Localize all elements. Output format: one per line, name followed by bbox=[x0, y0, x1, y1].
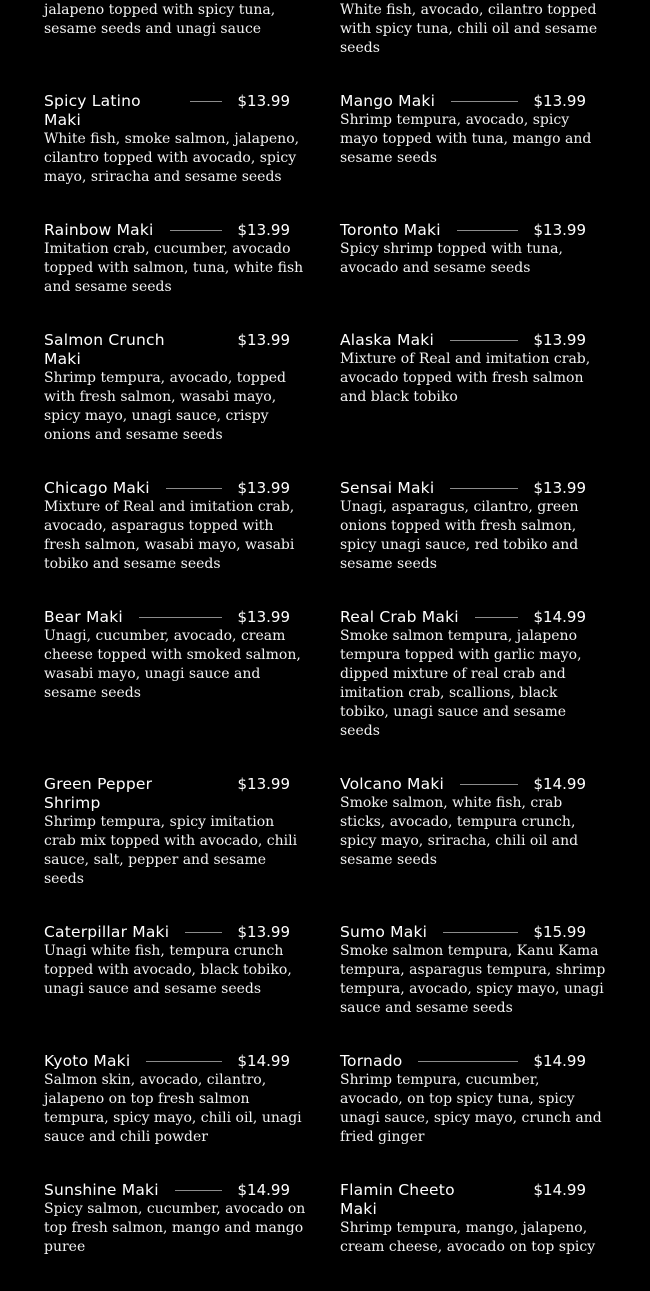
menu-item-name: Sensai Maki bbox=[340, 479, 435, 497]
menu-item bbox=[340, 0, 606, 92]
menu-item-price: $14.99 bbox=[237, 1052, 290, 1070]
menu-item-price: $14.99 bbox=[533, 1052, 586, 1070]
menu-item bbox=[44, 221, 310, 331]
menu-item bbox=[44, 0, 310, 92]
menu-item-description: Shrimp tempura, mango, jalapeno, cream cheese, avocado on top spicy bbox=[340, 1220, 596, 1255]
menu-item-price: $13.99 bbox=[237, 479, 290, 497]
menu-item-name: Green Pepper Shrimp bbox=[44, 775, 153, 812]
menu-item-header bbox=[340, 479, 606, 498]
menu-item bbox=[44, 1181, 310, 1291]
menu-item-header bbox=[44, 92, 310, 130]
menu-item-description: Shrimp tempura, cucumber, avocado, on top spicy tuna, spicy unagi sauce, spicy mayo, crunch and fried ginger bbox=[340, 1072, 602, 1145]
menu-item-name: Sumo Maki bbox=[340, 923, 428, 941]
menu-item-name: Chicago Maki bbox=[44, 479, 150, 497]
menu-item-description: Salmon skin, avocado, cilantro, jalapeno on top fresh salmon tempura, spicy mayo, chili oil, unagi sauce and chili powder bbox=[44, 1072, 302, 1145]
menu-item-description: Unagi, asparagus, cilantro, green onions topped with fresh salmon, spicy unagi sauce, red tobiko and sesame seeds bbox=[340, 499, 579, 572]
menu-item-price: $13.99 bbox=[237, 923, 290, 941]
menu-item-name: Tornado bbox=[340, 1052, 403, 1070]
menu-item-name: Alaska Maki bbox=[340, 331, 434, 349]
menu-item-name: Bear Maki bbox=[44, 608, 123, 626]
menu-grid bbox=[44, 0, 624, 1291]
menu-item bbox=[340, 1052, 606, 1181]
menu-item-header bbox=[44, 479, 310, 498]
menu-item-divider bbox=[451, 101, 517, 102]
menu-item-divider bbox=[443, 932, 517, 933]
menu-item bbox=[340, 221, 606, 331]
menu-item-header bbox=[340, 92, 606, 111]
menu-item bbox=[340, 775, 606, 923]
menu-item bbox=[44, 608, 310, 775]
menu-item-divider bbox=[450, 340, 518, 341]
menu-item-header bbox=[44, 923, 310, 942]
menu-item-name: Volcano Maki bbox=[340, 775, 444, 793]
menu-item-description: Mixture of Real and imitation crab, avocado, asparagus topped with fresh salmon, wasabi mayo, wasabi tobiko and sesame seeds bbox=[44, 499, 295, 572]
menu-item-header bbox=[44, 775, 310, 813]
menu-item-divider bbox=[185, 932, 221, 933]
menu-item-price: $13.99 bbox=[533, 221, 586, 239]
menu-item bbox=[340, 923, 606, 1052]
menu-item-name: Rainbow Maki bbox=[44, 221, 154, 239]
menu-item-description: Spicy salmon, cucumber, avocado on top fresh salmon, mango and mango puree bbox=[44, 1201, 306, 1255]
menu-item-price: $13.99 bbox=[533, 479, 586, 497]
menu-item-description: Shrimp tempura, spicy imitation crab mix topped with avocado, chili sauce, salt, pepper and sesame seeds bbox=[44, 814, 298, 887]
menu-item-name: Salmon Crunch Maki bbox=[44, 331, 165, 368]
menu-item-description: Smoke salmon, white fish, crab sticks, avocado, tempura crunch, spicy mayo, sriracha, chili oil and sesame seeds bbox=[340, 795, 579, 868]
menu-item-header bbox=[44, 608, 310, 627]
menu-item-name: Toronto Maki bbox=[340, 221, 441, 239]
menu-item bbox=[44, 479, 310, 608]
menu-item-price: $13.99 bbox=[237, 608, 290, 626]
menu-item-header bbox=[340, 608, 606, 627]
menu-item-price: $13.99 bbox=[237, 331, 290, 349]
menu-item-description: Imitation crab, cucumber, avocado topped with salmon, tuna, white fish and sesame seeds bbox=[44, 241, 304, 295]
menu-item-header bbox=[340, 1181, 606, 1219]
menu-item bbox=[44, 923, 310, 1052]
menu-item-description: Smoke salmon tempura, jalapeno tempura topped with garlic mayo, dipped mixture of real crab and imitation crab, scallions, black tobiko, unagi sauce and sesame seeds bbox=[340, 628, 582, 739]
menu-item-divider bbox=[170, 230, 222, 231]
menu-item-description: Unagi white fish, tempura crunch topped with avocado, black tobiko, unagi sauce and sesame seeds bbox=[44, 943, 292, 997]
menu-item bbox=[44, 331, 310, 479]
menu-item-description: Smoke salmon tempura, Kanu Kama tempura, asparagus tempura, shrimp tempura, avocado, spicy mayo, unagi sauce and sesame seeds bbox=[340, 943, 606, 1016]
menu-item-price: $15.99 bbox=[533, 923, 586, 941]
menu-item-name: Real Crab Maki bbox=[340, 608, 459, 626]
menu-item bbox=[340, 1181, 606, 1291]
menu-item-description: Unagi, cucumber, avocado, cream cheese topped with smoked salmon, wasabi mayo, unagi sauce and sesame seeds bbox=[44, 628, 301, 701]
menu-item-divider bbox=[450, 488, 517, 489]
menu-item-price: $13.99 bbox=[237, 775, 290, 793]
menu-item-header bbox=[44, 331, 310, 369]
menu-item bbox=[340, 608, 606, 775]
menu-item-price: $14.99 bbox=[533, 1181, 586, 1199]
menu-item-name: Caterpillar Maki bbox=[44, 923, 170, 941]
menu-item-name: Mango Maki bbox=[340, 92, 436, 110]
menu-item-description: White fish, smoke salmon, jalapeno, cilantro topped with avocado, spicy mayo, sriracha and sesame seeds bbox=[44, 131, 300, 185]
menu-item bbox=[44, 775, 310, 923]
menu-item-divider bbox=[475, 617, 518, 618]
menu-item-divider bbox=[457, 230, 518, 231]
menu-item-divider bbox=[190, 101, 222, 102]
menu-item-name: Sunshine Maki bbox=[44, 1181, 159, 1199]
menu-item-header bbox=[44, 1181, 310, 1200]
menu-item-divider bbox=[166, 488, 222, 489]
menu-item-name: Flamin Cheeto Maki bbox=[340, 1181, 455, 1218]
menu-item-price: $14.99 bbox=[533, 775, 586, 793]
menu-item-divider bbox=[139, 617, 222, 618]
menu-item-price: $13.99 bbox=[533, 92, 586, 110]
menu-item-description: Shrimp tempura, avocado, spicy mayo topped with tuna, mango and sesame seeds bbox=[340, 112, 592, 166]
menu-item-header bbox=[340, 221, 606, 240]
menu-item-header bbox=[340, 923, 606, 942]
menu-item-price: $13.99 bbox=[237, 221, 290, 239]
menu-item-header bbox=[44, 221, 310, 240]
menu-item-price: $14.99 bbox=[533, 608, 586, 626]
menu-item-header bbox=[340, 775, 606, 794]
menu-item bbox=[340, 92, 606, 221]
menu-item-description: White fish, avocado, cilantro topped with spicy tuna, chili oil and sesame seeds bbox=[340, 2, 598, 56]
menu-item-divider bbox=[460, 784, 518, 785]
menu-item bbox=[44, 92, 310, 221]
menu-item-name: Kyoto Maki bbox=[44, 1052, 131, 1070]
menu-item-divider bbox=[146, 1061, 221, 1062]
menu-item-price: $14.99 bbox=[237, 1181, 290, 1199]
menu-item-price: $13.99 bbox=[237, 92, 290, 110]
menu-item-description: jalapeno topped with spicy tuna, sesame seeds and unagi sauce bbox=[44, 2, 276, 37]
menu-item-header bbox=[44, 1052, 310, 1071]
menu-item-divider bbox=[175, 1190, 222, 1191]
menu-item-price: $13.99 bbox=[533, 331, 586, 349]
menu-item-divider bbox=[418, 1061, 517, 1062]
menu-item bbox=[340, 331, 606, 479]
menu-item-header bbox=[340, 1052, 606, 1071]
menu-item-description: Shrimp tempura, avocado, topped with fresh salmon, wasabi mayo, spicy mayo, unagi sauce, crispy onions and sesame seeds bbox=[44, 370, 286, 443]
menu-item bbox=[340, 479, 606, 608]
menu-item-header bbox=[340, 331, 606, 350]
menu-item-name: Spicy Latino Maki bbox=[44, 92, 141, 129]
menu-item-description: Mixture of Real and imitation crab, avocado topped with fresh salmon and black tobiko bbox=[340, 351, 591, 405]
menu-item-description: Spicy shrimp topped with tuna, avocado and sesame seeds bbox=[340, 241, 563, 276]
menu-item bbox=[44, 1052, 310, 1181]
